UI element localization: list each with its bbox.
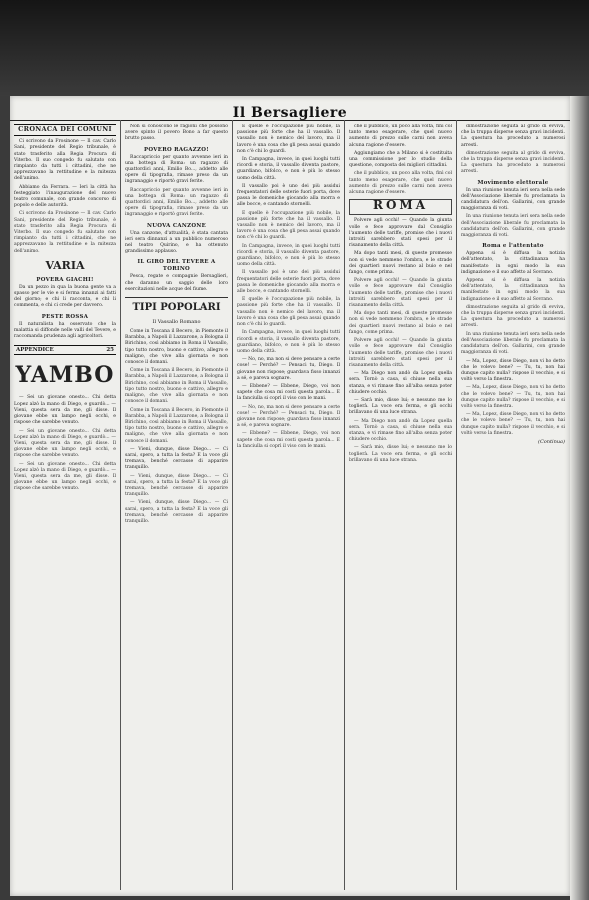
novel-paragraph: — Sarà mio, disse lui; e nessuno me lo toglierà. La voce era ferma, e gli occhi brillavano di una luce strana.: [349, 445, 452, 463]
column-rule: [344, 120, 345, 890]
article-paragraph: Come in Toscana il Becero, in Piemonte il Barabba, a Napoli il Lazzarone, a Bologna il Birichino, così abbiamo in Roma il Vassallo, tipo tutto nostro, buono e cattivo, allegro e maligno, che vive alla giornata e non conosce il domani.: [125, 407, 228, 444]
article-paragraph: In una riunione tenuta ieri sera nella sede dell'Associazione liberale fu proclamata la candidatura dell'on. Gallarini, con grande maggioranza di voti.: [461, 214, 565, 239]
column-1: [14, 124, 116, 890]
article-paragraph: E quelle è l'occupazione più nobile, la passione più forte che ha il vassallo. Il vassallo non è nemico del lavoro, ma il lavoro è una cosa che gli pesa assai quando non c'è chi lo guardi.: [237, 297, 340, 328]
article-paragraph: Il vassallo poi è uno dei più assidui frequentatori delle osterie fuori porta, dove passa le domeniche giocando alla morra e alle bocce, e cantando stornelli.: [237, 270, 340, 295]
section-header: [14, 124, 116, 136]
article-paragraph: Come in Toscana il Becero, in Piemonte il Barabba, a Napoli il Lazzarone, a Bologna il Birichino, così abbiamo in Roma il Vassallo, tipo tutto nostro, buono e cattivo, allegro e maligno, che vive alla giornata e non conosce il domani.: [125, 329, 228, 366]
article-paragraph: Polvere agli occhi! — Quando la giunta volle e fece approvare dal Consiglio l'aumento delle tariffe, promise che i nuovi introiti sarebbero stati spesi per il risanamento della città.: [349, 278, 452, 309]
feature-title: TIPI POPOLARI: [125, 297, 228, 315]
article-paragraph: dimostrazione seguita al grido di evviva, che la truppa disperse senza gravi incidenti. La questura ha proceduto a numerosi arresti.: [461, 304, 565, 329]
article-paragraph: Il naturalista ha osservato che la malattia si diffonde nelle valli del Tevere, e raccomanda prudenza agli agricoltori.: [14, 321, 116, 340]
article-paragraph: che il pubblico, un poco alla volta, finì col tanto meno esagerare, che quel nuovo aumento di prezzo sulle carni non aveva alcuna ragione d'essere.: [349, 124, 452, 148]
article-paragraph: Ma dopo tanti mesi, di queste promesse non si vede nemmeno l'ombra, e le strade dei quartieri nuovi restano al buio e nel fango, come prima.: [349, 311, 452, 335]
novel-paragraph: — Sei un giovane onesto... Chi detta Lopez alzò la mano di Diego, e guardò... — Vieni, questa sera da me, gli disse. Il giovane ebbe un lampo negli occhi, e rispose che sarebbe venuto.: [14, 428, 116, 459]
novel-paragraph: — Sei un giovane onesto... Chi detta Lopez alzò la mano di Diego, e guardò... — Vieni, questa sera da me, gli disse. Il giovane ebbe un lampo negli occhi, e rispose che sarebbe venuto.: [14, 395, 116, 426]
article-paragraph: E quelle è l'occupazione più nobile, la passione più forte che ha il vassallo. Il vassallo non è nemico del lavoro, ma il lavoro è una cosa che gli pesa assai quando non c'è chi lo guardi.: [237, 210, 340, 241]
article-headline: NUOVA CANZONE: [146, 222, 207, 229]
column-2: [125, 124, 228, 890]
article-headline: PESTE ROSSA: [41, 313, 89, 320]
column-3: [237, 124, 340, 890]
article-paragraph: Da un pezzo in qua la buona gente va a spasso per le vie e si ferma innanzi ai fatti del giorno; e chi li racconta, e chi li commenta, e chi ci crede per davvero.: [14, 284, 116, 309]
column-rule: [120, 120, 121, 890]
newspaper-page: [10, 96, 570, 896]
masthead-title: Il Bersagliere: [232, 105, 348, 121]
article-paragraph: Il vassallo poi è uno dei più assidui frequentatori delle osterie fuori porta, dove passa le domeniche giocando alla morra e alle bocce, e cantando stornelli.: [237, 183, 340, 208]
article-paragraph: Una canzone, d'attualità, è stata cantata ieri sera dinnanzi a un pubblico numeroso nel teatro Quirino, e ha ottenuto grandissimo applauso.: [125, 230, 228, 255]
novel-paragraph: — Ma, Lopez, disse Diego, non vi ho detto che le volevo bene? — Tu, tu, non hai dunque capito nulla? rispose il vecchio, e si voltò verso la finestra.: [461, 358, 565, 383]
novel-paragraph: — Ebbene? — Ebbene, Diego, voi non sapete che cosa mi costi questa parola... E la fanciulla si coprì il viso con le mani.: [237, 431, 340, 449]
article-paragraph: Non si conoscono le ragioni che possono avere spinto il povero Bono a far questo brutto passo.: [125, 124, 228, 142]
article-paragraph: Pesca, regate e compagnie Bersaglieri, che daranno un saggio delle loro esercitazioni nelle acque del fiume.: [125, 274, 228, 292]
continued-note: (Continua): [538, 438, 565, 445]
column-rule: [456, 120, 457, 890]
novel-paragraph: — No, no, ma non si deve pensare a certe cose! — Perché? — Pensaci tu, Diego. Il giovane non rispose; guardava fisso innanzi a sé, e pareva sognare.: [237, 357, 340, 381]
novel-paragraph: — Ma Diego non andò da Lopez quella sera. Tornò a casa, si chiuse nella sua stanza, e vi rimase fino all'alba senza poter chiudere occhio.: [349, 418, 452, 443]
article-paragraph: che il pubblico, un poco alla volta, finì col tanto meno esagerare, che quel nuovo aumento di prezzo sulle carni non aveva alcuna ragione d'essere.: [349, 171, 452, 196]
appendix-header: [14, 345, 116, 355]
article-paragraph: In una riunione tenuta ieri sera nella sede dell'Associazione liberale fu proclamata la candidatura dell'on. Gallarini, con grande maggioranza di voti.: [461, 187, 565, 212]
scan-border-right: [570, 96, 589, 900]
column-rule: [232, 120, 233, 890]
novel-paragraph: — No, no, ma non si deve pensare a certe cose! — Perché? — Pensaci tu, Diego. Il giovane non rispose; guardava fisso innanzi a sé, e pareva sognare.: [237, 404, 340, 429]
article-paragraph: Ci scrivono da Frosinone — Il cav. Carlo Sani, presidente del Regio tribunale, è stato trasferito alla Regia Procura di Viterbo. Il suo congedo fu salutato con rimpianto da tutti i cittadini, che ne apprezzavano la rettitudine e la mitezza dell'animo.: [14, 211, 116, 254]
article-paragraph: Polvere agli occhi! — Quando la giunta volle e fece approvare dal Consiglio l'aumento delle tariffe, promise che i nuovi introiti sarebbero stati spesi per il risanamento della città.: [349, 338, 452, 368]
article-paragraph: dimostrazione seguita al grido di evviva, che la truppa disperse senza gravi incidenti. La questura ha proceduto a numerosi arresti.: [461, 150, 565, 175]
article-paragraph: dimostrazione seguita al grido di evviva, che la truppa disperse senza gravi incidenti. La questura ha proceduto a numerosi arresti.: [461, 124, 565, 148]
novel-paragraph: — Ma, Lopez, disse Diego, non vi ho detto che le volevo bene? — Tu, tu, non hai dunque capito nulla? rispose il vecchio, e si voltò verso la finestra.: [461, 412, 565, 436]
article-paragraph: Ci scrivono da Frosinone — Il cav. Carlo Sani, presidente del Regio tribunale, è stato trasferito alla Regia Procura di Viterbo. Il suo congedo fu salutato con rimpianto da tutti i cittadini, che ne apprezzavano la rettitudine e la mitezza dell'animo.: [14, 139, 116, 182]
serial-novel-title: YAMBO: [15, 362, 115, 389]
article-paragraph: In Campagna, invece, in quei luoghi tutti ricordi e storia, il vassallo diventa pastore, guardiano, bifolco, e non è più lo stesso uomo della città.: [237, 157, 340, 181]
column-5: [461, 124, 565, 890]
section-title-roma: ROMA: [372, 198, 429, 213]
article-paragraph: E quelle è l'occupazione più nobile, la passione più forte che ha il vassallo. Il vassallo non è nemico del lavoro, ma il lavoro è una cosa che gli pesa assai quando non c'è chi lo guardi.: [237, 124, 340, 154]
article-paragraph: Ma dopo tanti mesi, di queste promesse non si vede nemmeno l'ombra, e le strade dei quartieri nuovi restano al buio e nel fango, come prima.: [349, 251, 452, 276]
novel-paragraph: — Ebbene? — Ebbene, Diego, voi non sapete che cosa mi costi questa parola... E la fanciulla si coprì il viso con le mani.: [237, 383, 340, 402]
novel-paragraph: — Sei un giovane onesto... Chi detta Lopez alzò la mano di Diego, e guardò... — Vieni, questa sera da me, gli disse. Il giovane ebbe un lampo negli occhi, e rispose che sarebbe venuto.: [14, 461, 116, 492]
section-title-cronaca: CRONACA DEI COMUNI: [18, 125, 112, 133]
article-paragraph: Raccapriccio per quanto avvenne ieri in una bottega di Roma: un ragazzo di quattordici anni, Emilio Bo..., addetto alle opere di tipografia, rimase preso da un ingranaggio e riportò gravi ferite.: [125, 154, 228, 185]
article-paragraph: Abbiamo da Ferrara. — Ieri la città ha festeggiato l'inaugurazione del nuovo teatro comunale, con grande concorso di popolo e delle autorità.: [14, 184, 116, 209]
article-paragraph: In una riunione tenuta ieri sera nella sede dell'Associazione liberale fu proclamata la candidatura dell'on. Gallarini, con grande maggioranza di voti.: [461, 331, 565, 356]
masthead: [10, 102, 570, 120]
scan-border-top: [0, 0, 589, 96]
article-headline: POVERA GIACHI!: [36, 276, 94, 283]
novel-paragraph: — Ma, Lopez, disse Diego, non vi ho detto che le volevo bene? — Tu, tu, non hai dunque capito nulla? rispose il vecchio, e si voltò verso la finestra.: [461, 385, 565, 409]
appendix-number: 25: [106, 347, 114, 354]
article-paragraph: Raccapriccio per quanto avvenne ieri in una bottega di Roma: un ragazzo di quattordici anni, Emilio Bo..., addetto alle opere di tipografia, rimase preso da un ingranaggio e riportò gravi ferite.: [125, 187, 228, 218]
novel-paragraph: — Vieni, dunque, disse Diego... — Ci sarai, spero, a tutta la festa? E la voce gli tremava, benché cercasse di apparire tranquillo.: [125, 446, 228, 471]
article-paragraph: Appena si è diffusa la notizia dell'attentato, la cittadinanza ha manifestato in ogni modo la sua indignazione e il suo affetto al Sovrano.: [461, 278, 565, 302]
novel-paragraph: — Ma Diego non andò da Lopez quella sera. Tornò a casa, si chiuse nella sua stanza, e vi rimase fino all'alba senza poter chiudere occhio.: [349, 371, 452, 395]
article-headline: Movimento elettorale: [477, 179, 549, 186]
article-paragraph: Come in Toscana il Becero, in Piemonte il Barabba, a Napoli il Lazzarone, a Bologna il Birichino, così abbiamo in Roma il Vassallo, tipo tutto nostro, buono e cattivo, allegro e maligno, che vive alla giornata e non conosce il domani.: [125, 368, 228, 405]
article-paragraph: In Campagna, invece, in quei luoghi tutti ricordi e storia, il vassallo diventa pastore, guardiano, bifolco, e non è più lo stesso uomo della città.: [237, 330, 340, 354]
article-paragraph: Aggiungiamo che a Milano si è costituita una commissione per lo studio della questione, composta dei migliori cittadini.: [349, 150, 452, 169]
article-headline: POVERO RAGAZZO!: [144, 146, 209, 153]
appendix-label: APPENDICE: [16, 347, 54, 354]
article-paragraph: In Campagna, invece, in quei luoghi tutti ricordi e storia, il vassallo diventa pastore, guardiano, bifolco, e non è più lo stesso uomo della città.: [237, 243, 340, 268]
column-4: [349, 124, 452, 890]
article-paragraph: Appena si è diffusa la notizia dell'attentato, la cittadinanza ha manifestato in ogni modo la sua indignazione e il suo affetto al Sovrano.: [461, 251, 565, 275]
novel-paragraph: — Sarà mio, disse lui; e nessuno me lo toglierà. La voce era ferma, e gli occhi brillavano di una luce strana.: [349, 397, 452, 416]
article-headline: IL GIRO DEL TEVERE A TORINO: [137, 259, 216, 273]
article-paragraph: Polvere agli occhi! — Quando la giunta volle e fece approvare dal Consiglio l'aumento delle tariffe, promise che i nuovi introiti sarebbero stati spesi per il risanamento della città.: [349, 218, 452, 249]
feature-subtitle: Il Vassallo Romano: [152, 319, 201, 326]
novel-paragraph: — Vieni, dunque, disse Diego... — Ci sarai, spero, a tutta la festa? E la voce gli tremava, benché cercasse di apparire tranquillo.: [125, 500, 228, 524]
section-header-roma: [349, 199, 452, 215]
article-headline: Roma e l'attentato: [482, 243, 544, 250]
masthead-rule: [10, 120, 570, 121]
section-title-varia: VARIA: [45, 258, 85, 272]
novel-paragraph: — Vieni, dunque, disse Diego... — Ci sarai, spero, a tutta la festa? E la voce gli tremava, benché cercasse di apparire tranquillo.: [125, 473, 228, 498]
